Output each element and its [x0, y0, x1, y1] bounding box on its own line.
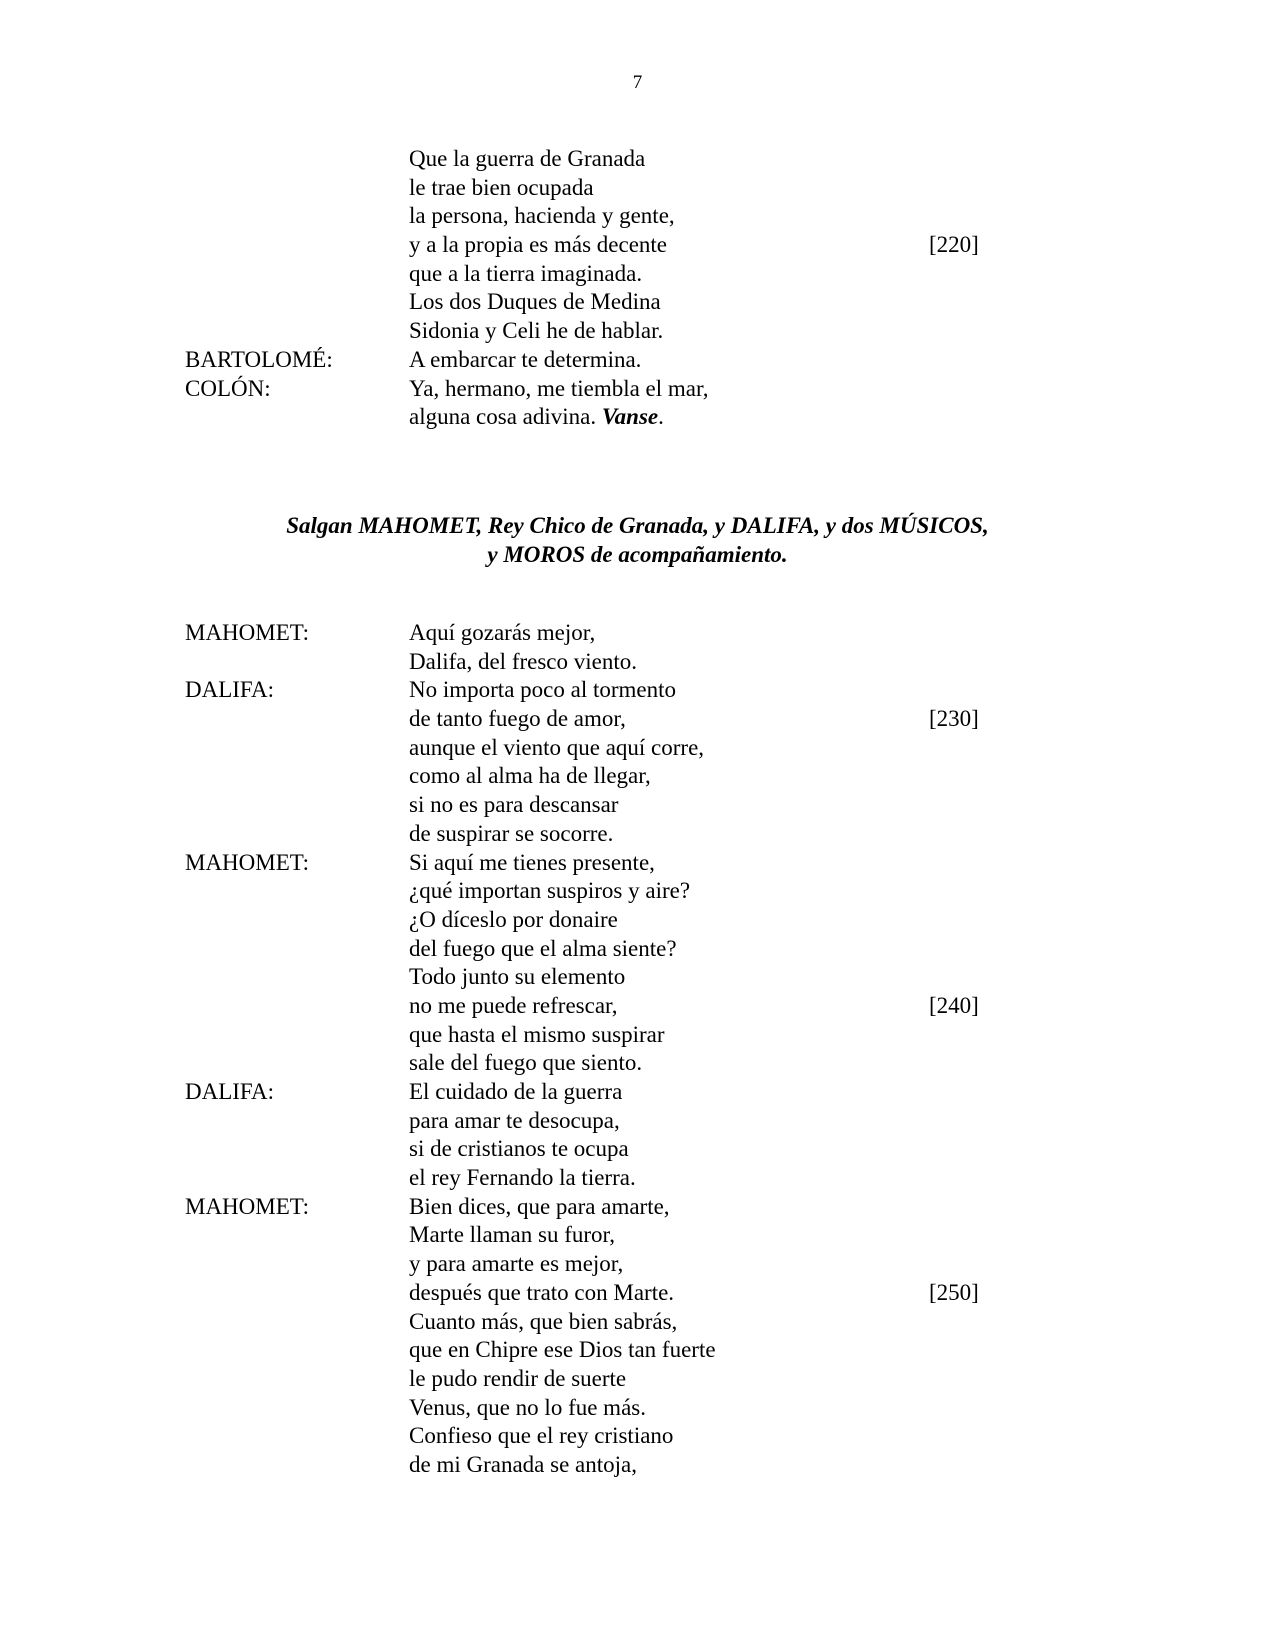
verse-text: [409, 346, 641, 375]
verse-text: [409, 676, 676, 705]
verse-text: [409, 1336, 716, 1365]
verse-line: [0, 1164, 1275, 1193]
verse-text: [409, 1164, 636, 1193]
verse-words: del fuego que el alma siente?: [409, 935, 677, 961]
verse-text: [409, 1107, 620, 1136]
verse-text: [409, 1021, 665, 1050]
verse-words: Bien dices, que para amarte,: [409, 1193, 670, 1219]
verse-text: [409, 174, 594, 203]
verse-words: No importa poco al tormento: [409, 677, 676, 703]
verse-words: sale del fuego que siento.: [409, 1050, 643, 1076]
verse-words: Dalifa, del fresco viento.: [409, 648, 637, 674]
verse-words: la persona, hacienda y gente,: [409, 203, 675, 229]
verse-words: Que la guerra de Granada: [409, 146, 646, 171]
verse-text: [409, 1250, 623, 1279]
verse-line: [0, 202, 1275, 231]
verse-text: [409, 1422, 673, 1451]
verse-line: [0, 791, 1275, 820]
verse-words: como al alma ha de llegar,: [409, 763, 651, 789]
verse-line: [0, 1394, 1275, 1423]
verse-line: [0, 145, 1275, 174]
verse-line: [0, 375, 1275, 404]
verse-text: [409, 762, 651, 791]
verse-line: [0, 1336, 1275, 1365]
verse-text: [409, 648, 637, 677]
verse-text: [409, 820, 613, 849]
verse-text: [409, 849, 655, 878]
verse-words: le trae bien ocupada: [409, 174, 594, 200]
verse-line: [0, 1308, 1275, 1337]
speaker-name: DALIFA:: [185, 677, 275, 703]
speaker-name: MAHOMET:: [185, 620, 310, 645]
verse-line: [0, 231, 1275, 260]
verse-text: [409, 619, 595, 648]
verse-words: ¿qué importan suspiros y aire?: [409, 878, 691, 904]
verse-words: que en Chipre ese Dios tan fuerte: [409, 1337, 716, 1363]
verse-text: [409, 1308, 677, 1337]
verse-block-1: [0, 145, 1275, 432]
verse-words: Confieso que el rey cristiano: [409, 1423, 674, 1449]
verse-line: [0, 648, 1275, 677]
verse-line: [0, 705, 1275, 734]
verse-words: si de cristianos te ocupa: [409, 1136, 629, 1162]
verse-line: [0, 260, 1275, 289]
verse-words: y para amarte es mejor,: [409, 1251, 624, 1277]
verse-text: [409, 906, 618, 935]
verse-text: [409, 145, 645, 174]
verse-text: [409, 791, 618, 820]
verse-words: Aquí gozarás mejor,: [409, 620, 596, 645]
verse-words: y a la propia es más decente: [409, 232, 667, 258]
verse-line: [0, 403, 1275, 432]
stage-direction-line-2: y MOROS de acompañamiento.: [487, 541, 788, 567]
verse-line: [0, 1193, 1275, 1222]
verse-line: [0, 346, 1275, 375]
verse-words: después que trato con Marte.: [409, 1279, 675, 1305]
verse-line: [0, 1221, 1275, 1250]
verse-line: [0, 676, 1275, 705]
verse-line: [0, 963, 1275, 992]
verse-line: [0, 762, 1275, 791]
verse-text: [409, 260, 642, 289]
verse-line: [0, 820, 1275, 849]
line-number: [230]: [929, 706, 979, 732]
verse-text: [409, 734, 704, 763]
verse-words: ¿O díceslo por donaire: [409, 906, 618, 932]
verse-text: [409, 1394, 646, 1423]
verse-line: [0, 174, 1275, 203]
verse-text: [409, 1078, 622, 1107]
verse-text: [409, 1279, 674, 1308]
speaker-name: MAHOMET:: [185, 849, 310, 875]
verse-line: [0, 1107, 1275, 1136]
verse-text: [409, 202, 675, 231]
verse-words: Si aquí me tienes presente,: [409, 849, 655, 875]
verse-line: [0, 1250, 1275, 1279]
verse-text: [409, 1221, 615, 1250]
verse-text: [409, 705, 626, 734]
verse-words: el rey Fernando la tierra.: [409, 1165, 636, 1191]
verse-words: Cuanto más, que bien sabrás,: [409, 1308, 678, 1334]
verse-text: [409, 317, 663, 346]
verse-words: Ya, hermano, me tiembla el mar,: [409, 375, 709, 401]
verse-words: A embarcar te determina.: [409, 346, 642, 372]
verse-line: [0, 1422, 1275, 1451]
line-number: [220]: [929, 232, 979, 258]
verse-text: [409, 963, 625, 992]
verse-text: [409, 1193, 670, 1222]
verse-line: [0, 1135, 1275, 1164]
verse-text: [409, 877, 690, 906]
verse-text: [409, 1135, 629, 1164]
verse-line: [0, 1021, 1275, 1050]
verse-words: alguna cosa adivina.: [409, 404, 597, 430]
verse-words: El cuidado de la guerra: [409, 1079, 623, 1104]
verse-words: Los dos Duques de Medina: [409, 289, 661, 315]
verse-text: [409, 992, 618, 1021]
verse-words: le pudo rendir de suerte: [409, 1365, 627, 1391]
verse-line: [0, 734, 1275, 763]
verse-words: que hasta el mismo suspirar: [409, 1021, 665, 1047]
verse-line: [0, 877, 1275, 906]
verse-words: Sidonia y Celi he de hablar.: [409, 318, 664, 344]
verse-words: si no es para descansar: [409, 792, 619, 818]
verse-words: para amar te desocupa,: [409, 1107, 620, 1133]
verse-text: [409, 1365, 626, 1394]
verse-line: [0, 906, 1275, 935]
verse-text: [409, 288, 661, 317]
verse-words: aunque el viento que aquí corre,: [409, 734, 705, 760]
verse-words: Todo junto su elemento: [409, 964, 626, 990]
verse-line: [0, 849, 1275, 878]
punctuation: .: [658, 404, 664, 430]
verse-block-2: [0, 619, 1275, 1480]
stage-direction-line-1: Salgan MAHOMET, Rey Chico de Granada, y DALIFA, y dos MÚSICOS,: [286, 513, 989, 538]
verse-line: [0, 992, 1275, 1021]
verse-text: [409, 1451, 637, 1480]
speaker-name: BARTOLOMÉ:: [185, 346, 333, 372]
verse-line: [0, 1049, 1275, 1078]
speaker-name: DALIFA:: [185, 1079, 275, 1104]
verse-words: Marte llaman su furor,: [409, 1222, 616, 1248]
verse-text: [409, 1049, 642, 1078]
verse-words: de tanto fuego de amor,: [409, 706, 626, 732]
stage-direction: [0, 512, 1275, 569]
verse-text: [409, 403, 664, 432]
verse-words: de mi Granada se antoja,: [409, 1451, 637, 1477]
verse-line: [0, 935, 1275, 964]
verse-words: de suspirar se socorre.: [409, 820, 614, 846]
verse-line: [0, 1451, 1275, 1480]
verse-line: [0, 1365, 1275, 1394]
inline-stage-direction: Vanse: [601, 404, 659, 430]
verse-text: [409, 375, 709, 404]
speaker-name: MAHOMET:: [185, 1193, 310, 1219]
verse-line: [0, 317, 1275, 346]
line-number: [250]: [929, 1279, 979, 1305]
verse-words: que a la tierra imaginada.: [409, 260, 643, 286]
verse-text: [409, 935, 677, 964]
speaker-name: COLÓN:: [185, 375, 271, 401]
verse-line: [0, 619, 1275, 648]
verse-words: no me puede refrescar,: [409, 992, 618, 1018]
verse-words: Venus, que no lo fue más.: [409, 1394, 646, 1420]
verse-line: [0, 1279, 1275, 1308]
verse-text: [409, 231, 667, 260]
line-number: [240]: [929, 992, 979, 1018]
page-number: 7: [632, 72, 643, 93]
verse-line: [0, 288, 1275, 317]
verse-line: [0, 1078, 1275, 1107]
